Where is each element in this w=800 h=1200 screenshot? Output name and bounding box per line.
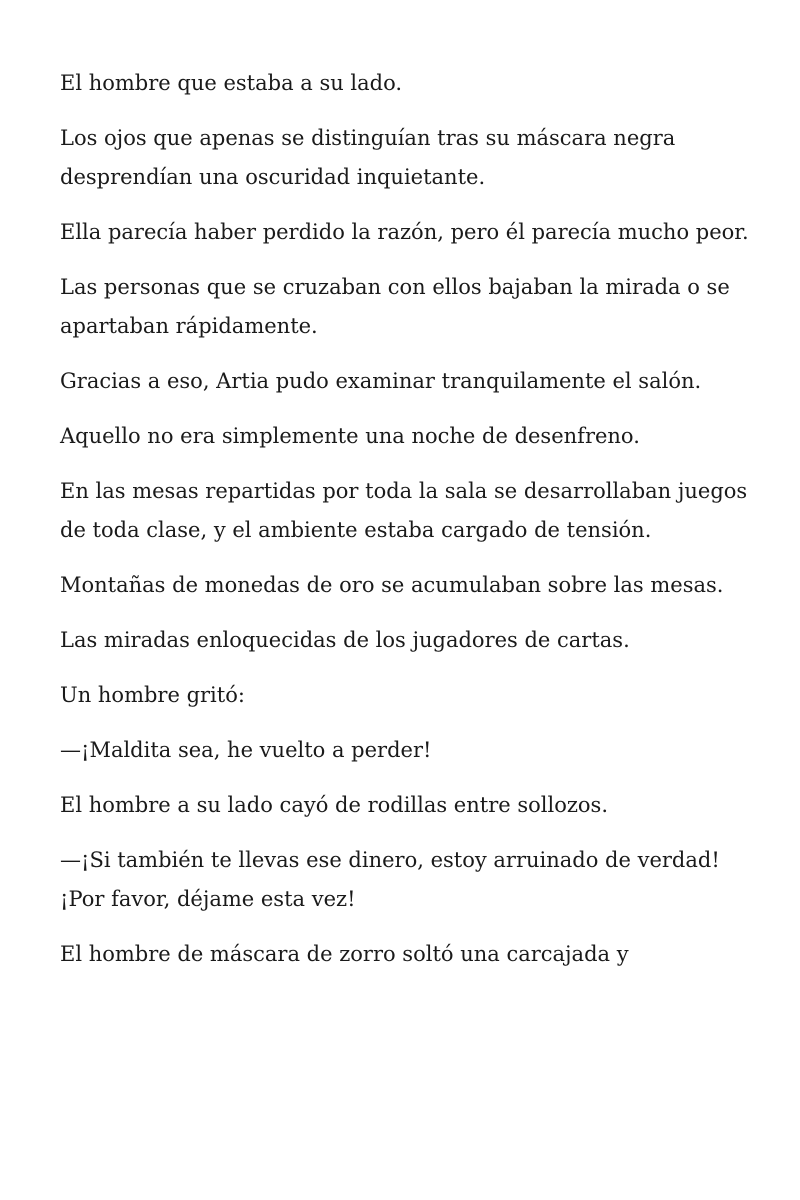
paragraph: —¡Maldita sea, he vuelto a perder!	[60, 738, 432, 762]
paragraph: Ella parecía haber perdido la razón, pero él parecía mucho peor.	[60, 220, 749, 244]
paragraph: Los ojos que apenas se distinguían tras su máscara negra desprendían una oscuridad inquietante.	[60, 126, 676, 189]
paragraph: Las miradas enloquecidas de los jugadores de cartas.	[60, 628, 630, 652]
paragraph: Gracias a eso, Artia pudo examinar tranquilamente el salón.	[60, 369, 702, 393]
paragraph: —¡Si también te llevas ese dinero, estoy arruinado de verdad! ¡Por favor, déjame esta vez!	[60, 848, 720, 911]
document-body	[60, 64, 761, 990]
paragraph: Montañas de monedas de oro se acumulaban sobre las mesas.	[60, 573, 724, 597]
paragraph: Las personas que se cruzaban con ellos bajaban la mirada o se apartaban rápidamente.	[60, 275, 730, 338]
paragraph: El hombre de máscara de zorro soltó una carcajada y	[60, 942, 629, 966]
paragraph: El hombre que estaba a su lado.	[60, 71, 403, 95]
paragraph: El hombre a su lado cayó de rodillas entre sollozos.	[60, 793, 608, 817]
paragraph: Un hombre gritó:	[60, 683, 245, 707]
paragraph: En las mesas repartidas por toda la sala se desarrollaban juegos de toda clase, y el ambiente estaba cargado de tensión.	[60, 479, 761, 542]
paragraph: Aquello no era simplemente una noche de desenfreno.	[60, 424, 640, 448]
